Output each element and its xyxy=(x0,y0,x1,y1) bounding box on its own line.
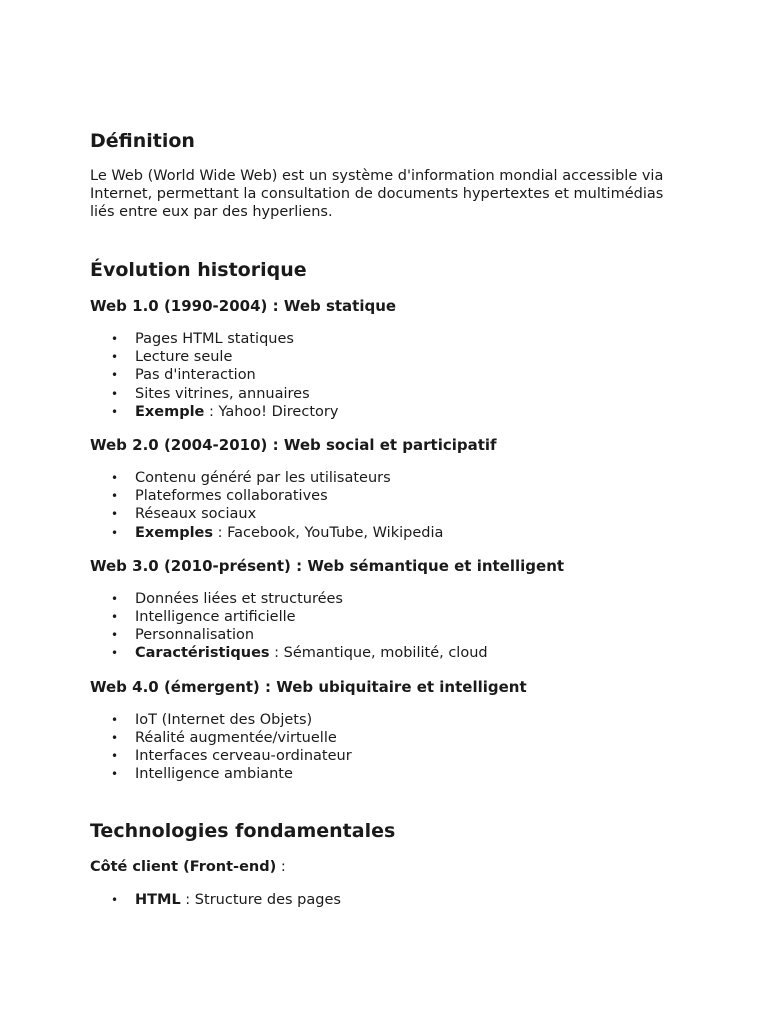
client-side-label xyxy=(90,857,678,877)
list-item: • IoT (Internet des Objets) xyxy=(90,711,678,729)
list-item-example xyxy=(90,403,678,421)
list-item: • Intelligence artificielle xyxy=(90,608,678,626)
web1-list xyxy=(90,330,678,421)
example-label: Exemples xyxy=(135,524,214,541)
list-item-example xyxy=(90,524,678,542)
web4-heading: Web 4.0 (émergent) : Web ubiquitaire et intelligent xyxy=(90,677,527,696)
web1-heading: Web 1.0 (1990-2004) : Web statique xyxy=(90,297,397,315)
tech-label: HTML xyxy=(135,892,181,909)
tech-value: : Structure des pages xyxy=(180,892,341,909)
list-item: • Données liées et structurées xyxy=(90,590,678,608)
list-item: • Pas d'interaction xyxy=(90,366,678,384)
web2-list xyxy=(90,469,678,542)
web4-list xyxy=(90,711,678,784)
web3-heading: Web 3.0 (2010-présent) : Web sémantique et intelligent xyxy=(90,556,565,575)
example-label: Caractéristiques xyxy=(135,645,270,662)
example-value: : Facebook, YouTube, Wikipedia xyxy=(213,524,444,541)
list-item: • Interfaces cerveau-ordinateur xyxy=(90,747,678,765)
list-item: • Réalité augmentée/virtuelle xyxy=(90,729,678,747)
client-label-suffix: : xyxy=(276,859,286,876)
list-item: • Réseaux sociaux xyxy=(90,505,678,523)
client-tech-list xyxy=(90,891,678,909)
web3-list xyxy=(90,590,678,663)
example-value: : Yahoo! Directory xyxy=(204,403,339,420)
example-value: : Sémantique, mobilité, cloud xyxy=(269,645,488,662)
definition-text: Le Web (World Wide Web) est un système d'information mondial accessible via Internet, permettant la consultation de documents hypertextes et multimédias liés entre eux par des hyperliens. xyxy=(90,168,664,220)
list-item-example xyxy=(90,644,678,662)
list-item: • Lecture seule xyxy=(90,348,678,366)
example-label: Exemple xyxy=(135,403,205,420)
list-item: • Contenu généré par les utilisateurs xyxy=(90,469,678,487)
list-item: • Intelligence ambiante xyxy=(90,765,678,783)
list-item: • Plateformes collaboratives xyxy=(90,487,678,505)
web2-heading: Web 2.0 (2004-2010) : Web social et participatif xyxy=(90,436,497,455)
client-label-bold: Côté client (Front-end) xyxy=(90,859,277,876)
evolution-heading: Évolution historique xyxy=(90,259,307,281)
list-item: • Pages HTML statiques xyxy=(90,330,678,348)
list-item: • Sites vitrines, annuaires xyxy=(90,385,678,403)
technologies-heading: Technologies fondamentales xyxy=(90,820,396,843)
definition-heading: Définition xyxy=(90,130,195,152)
list-item-tech xyxy=(90,891,678,909)
list-item: • Personnalisation xyxy=(90,626,678,644)
